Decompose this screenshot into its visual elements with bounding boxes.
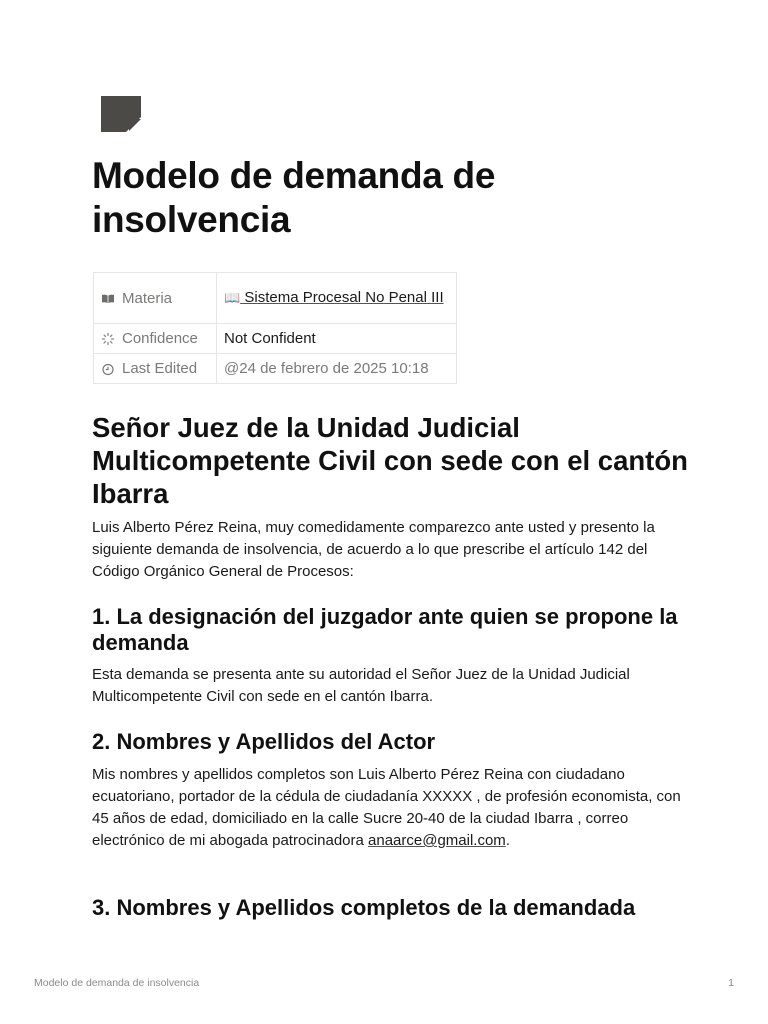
property-row-materia xyxy=(94,273,457,324)
intro-paragraph: Luis Alberto Pérez Reina, muy comedidamente comparezco ante usted y presento la siguiente demanda de insolvencia, de acuerdo a lo que prescribe el artículo 142 del Código Orgánico General de Procesos: xyxy=(92,519,655,580)
materia-link[interactable]: Sistema Procesal No Penal III xyxy=(240,289,444,306)
property-key xyxy=(94,324,217,354)
document-page-icon xyxy=(100,95,142,133)
property-value xyxy=(217,354,457,384)
loading-icon xyxy=(101,332,115,346)
section-2-text: Mis nombres y apellidos completos son Luis Alberto Pérez Reina con ciudadano ecuatoriano, portador de la cédula de ciudadanía XXXXX , de profesión economista, con 45 años de edad, domiciliado en la calle Sucre 20-40 de la ciudad Ibarra , correo electrónico de mi abogada patrocinadora xyxy=(92,766,681,849)
property-key-label: Last Edited xyxy=(122,360,198,377)
property-row-last-edited xyxy=(94,354,457,384)
section-2-heading: 2. Nombres y Apellidos del Actor xyxy=(92,729,436,754)
property-key xyxy=(94,354,217,384)
property-row-confidence xyxy=(94,324,457,354)
last-edited-date: @24 de febrero de 2025 10:18 xyxy=(224,359,429,377)
section-1-paragraph: Esta demanda se presenta ante su autoridad el Señor Juez de la Unidad Judicial Multicompetente Civil con sede en el cantón Ibarra. xyxy=(92,666,630,705)
email-link[interactable]: anaarce@gmail.com xyxy=(368,832,506,849)
property-value: Not Confident xyxy=(217,324,457,354)
section-2-end: . xyxy=(505,832,510,849)
section-2-paragraph xyxy=(92,764,682,852)
property-key-label: Confidence xyxy=(122,330,198,347)
page-number: 1 xyxy=(728,977,734,989)
property-key-label: Materia xyxy=(122,289,173,307)
clock-icon xyxy=(101,362,115,376)
book-icon: 📖 xyxy=(224,290,241,305)
section-3-heading: 3. Nombres y Apellidos completos de la demandada xyxy=(92,895,636,920)
footer-title: Modelo de demanda de insolvencia xyxy=(34,977,200,989)
properties-table xyxy=(93,272,457,384)
page-title: Modelo de demanda de insolvencia xyxy=(92,155,496,240)
main-heading: Señor Juez de la Unidad Judicial Multicompetente Civil con sede con el cantón Ibarra xyxy=(92,412,688,509)
section-1-heading: 1. La designación del juzgador ante quien se propone la demanda xyxy=(92,604,678,655)
book-icon xyxy=(101,291,115,305)
property-key xyxy=(94,273,217,324)
property-value xyxy=(217,273,457,324)
